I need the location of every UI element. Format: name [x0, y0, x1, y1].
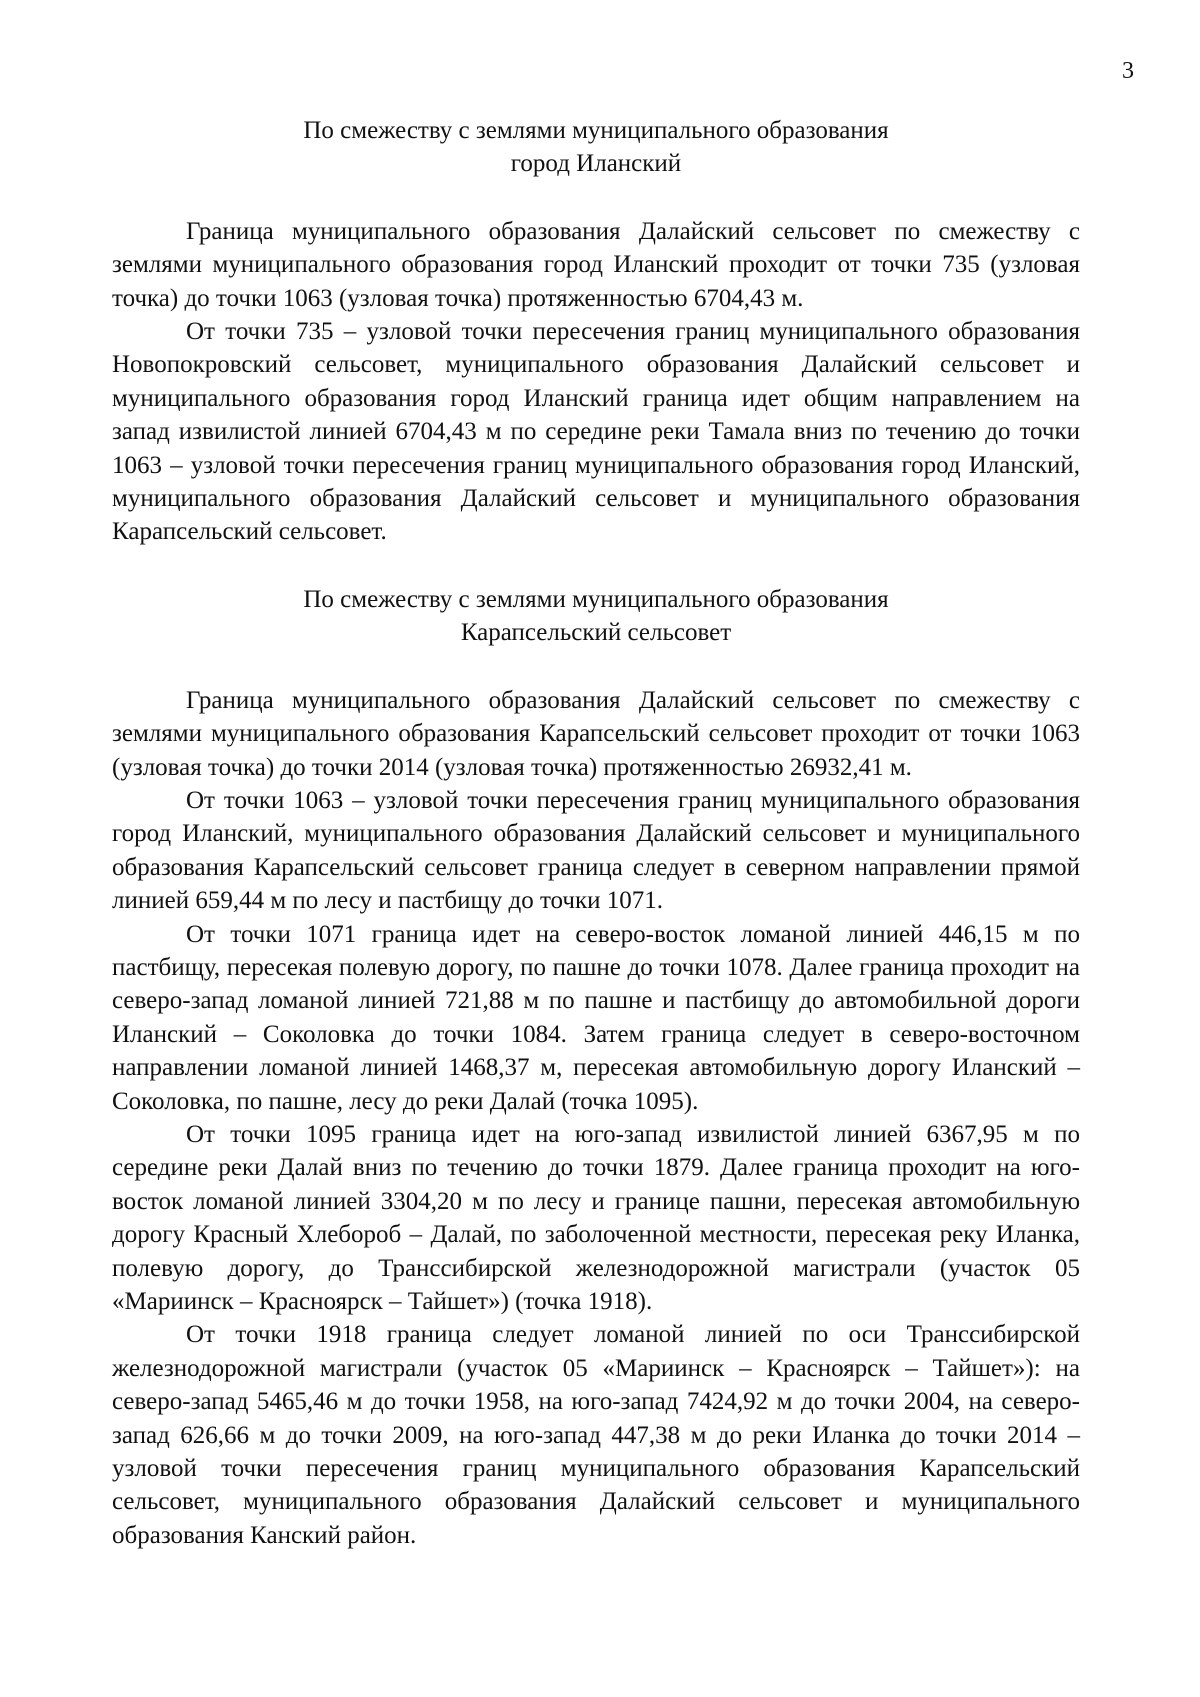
section-karapselsky [112, 583, 1080, 1552]
paragraph: Граница муниципального образования Далайский сельсовет по смежеству с землями муниципального образования Карапсельский сельсовет проходит от точки 1063 (узловая точка) до точки 2014 (узловая точка) протяженностью 26932,41 м. [112, 686, 1080, 781]
section-heading-line1: По смежеству с землями муниципального образования [303, 117, 889, 144]
paragraph: От точки 1071 граница идет на северо-восток ломаной линией 446,15 м по пастбищу, пересекая полевую дорогу, по пашне до точки 1078. Далее граница проходит на северо-запад ломаной линией 721,88 м по пашне и пастбищу до автомобильной дороги Иланский – Соколовка до точки 1084. Затем граница следует в северо-восточном направлении ломаной линией 1468,37 м, пересекая автомобильную дорогу Иланский – Соколовка, по пашне, лесу до реки Далай (точка 1095). [112, 920, 1080, 1115]
section-heading-line2: Карапсельский сельсовет [460, 619, 732, 647]
page-number: 3 [1122, 58, 1134, 84]
section-heading [112, 583, 1080, 650]
paragraph: От точки 1095 граница идет на юго-запад извилистой линией 6367,95 м по середине реки Далай вниз по течению до точки 1879. Далее граница проходит на юго-восток ломаной линией 3304,20 м по лесу и границе пашни, пересекая автомобильную дорогу Красный Хлебороб – Далай, по заболоченной местности, пересекая реку Иланка, полевую дорогу, до Транссибирской железнодорожной магистрали (участок 05 «Мариинск – Красноярск – Тайшет») (точка 1918). [112, 1120, 1080, 1315]
paragraph: От точки 1063 – узловой точки пересечения границ муниципального образования город Иланский, муниципального образования Далайский сельсовет и муниципального образования Карапсельский сельсовет граница следует в северном направлении прямой линией 659,44 м по лесу и пастбищу до точки 1071. [112, 786, 1080, 915]
section-heading-line1: По смежеству с землями муниципального образования [303, 585, 889, 613]
section-ilansky [112, 114, 1080, 549]
section-heading [112, 114, 1080, 181]
paragraph: От точки 1918 граница следует ломаной линией по оси Транссибирской железнодорожной магистрали (участок 05 «Мариинск – Красноярск – Тайшет»): на северо-запад 5465,46 м до точки 1958, на юго-запад 7424,92 м до точки 2004, на северо-запад 626,66 м до точки 2009, на юго-запад 447,38 м до реки Иланка до точки 2014 – узловой точки пересечения границ муниципального образования Карапсельский сельсовет, муниципального образования Далайский сельсовет и муниципального образования Канский район. [112, 1321, 1080, 1549]
document-body [112, 114, 1080, 1552]
paragraph: От точки 735 – узловой точки пересечения границ муниципального образования Новопокровский сельсовет, муниципального образования Далайский сельсовет и муниципального образования город Иланский граница идет общим направлением на запад извилистой линией 6704,43 м по середине реки Тамала вниз по течению до точки 1063 – узловой точки пересечения границ муниципального образования город Иланский, муниципального образования Далайский сельсовет и муниципального образования Карапсельский сельсовет. [112, 318, 1080, 546]
section-heading-line2: город Иланский [510, 150, 682, 178]
paragraph: Граница муниципального образования Далайский сельсовет по смежеству с землями муниципального образования город Иланский проходит от точки 735 (узловая точка) до точки 1063 (узловая точка) протяженностью 6704,43 м. [112, 217, 1080, 312]
